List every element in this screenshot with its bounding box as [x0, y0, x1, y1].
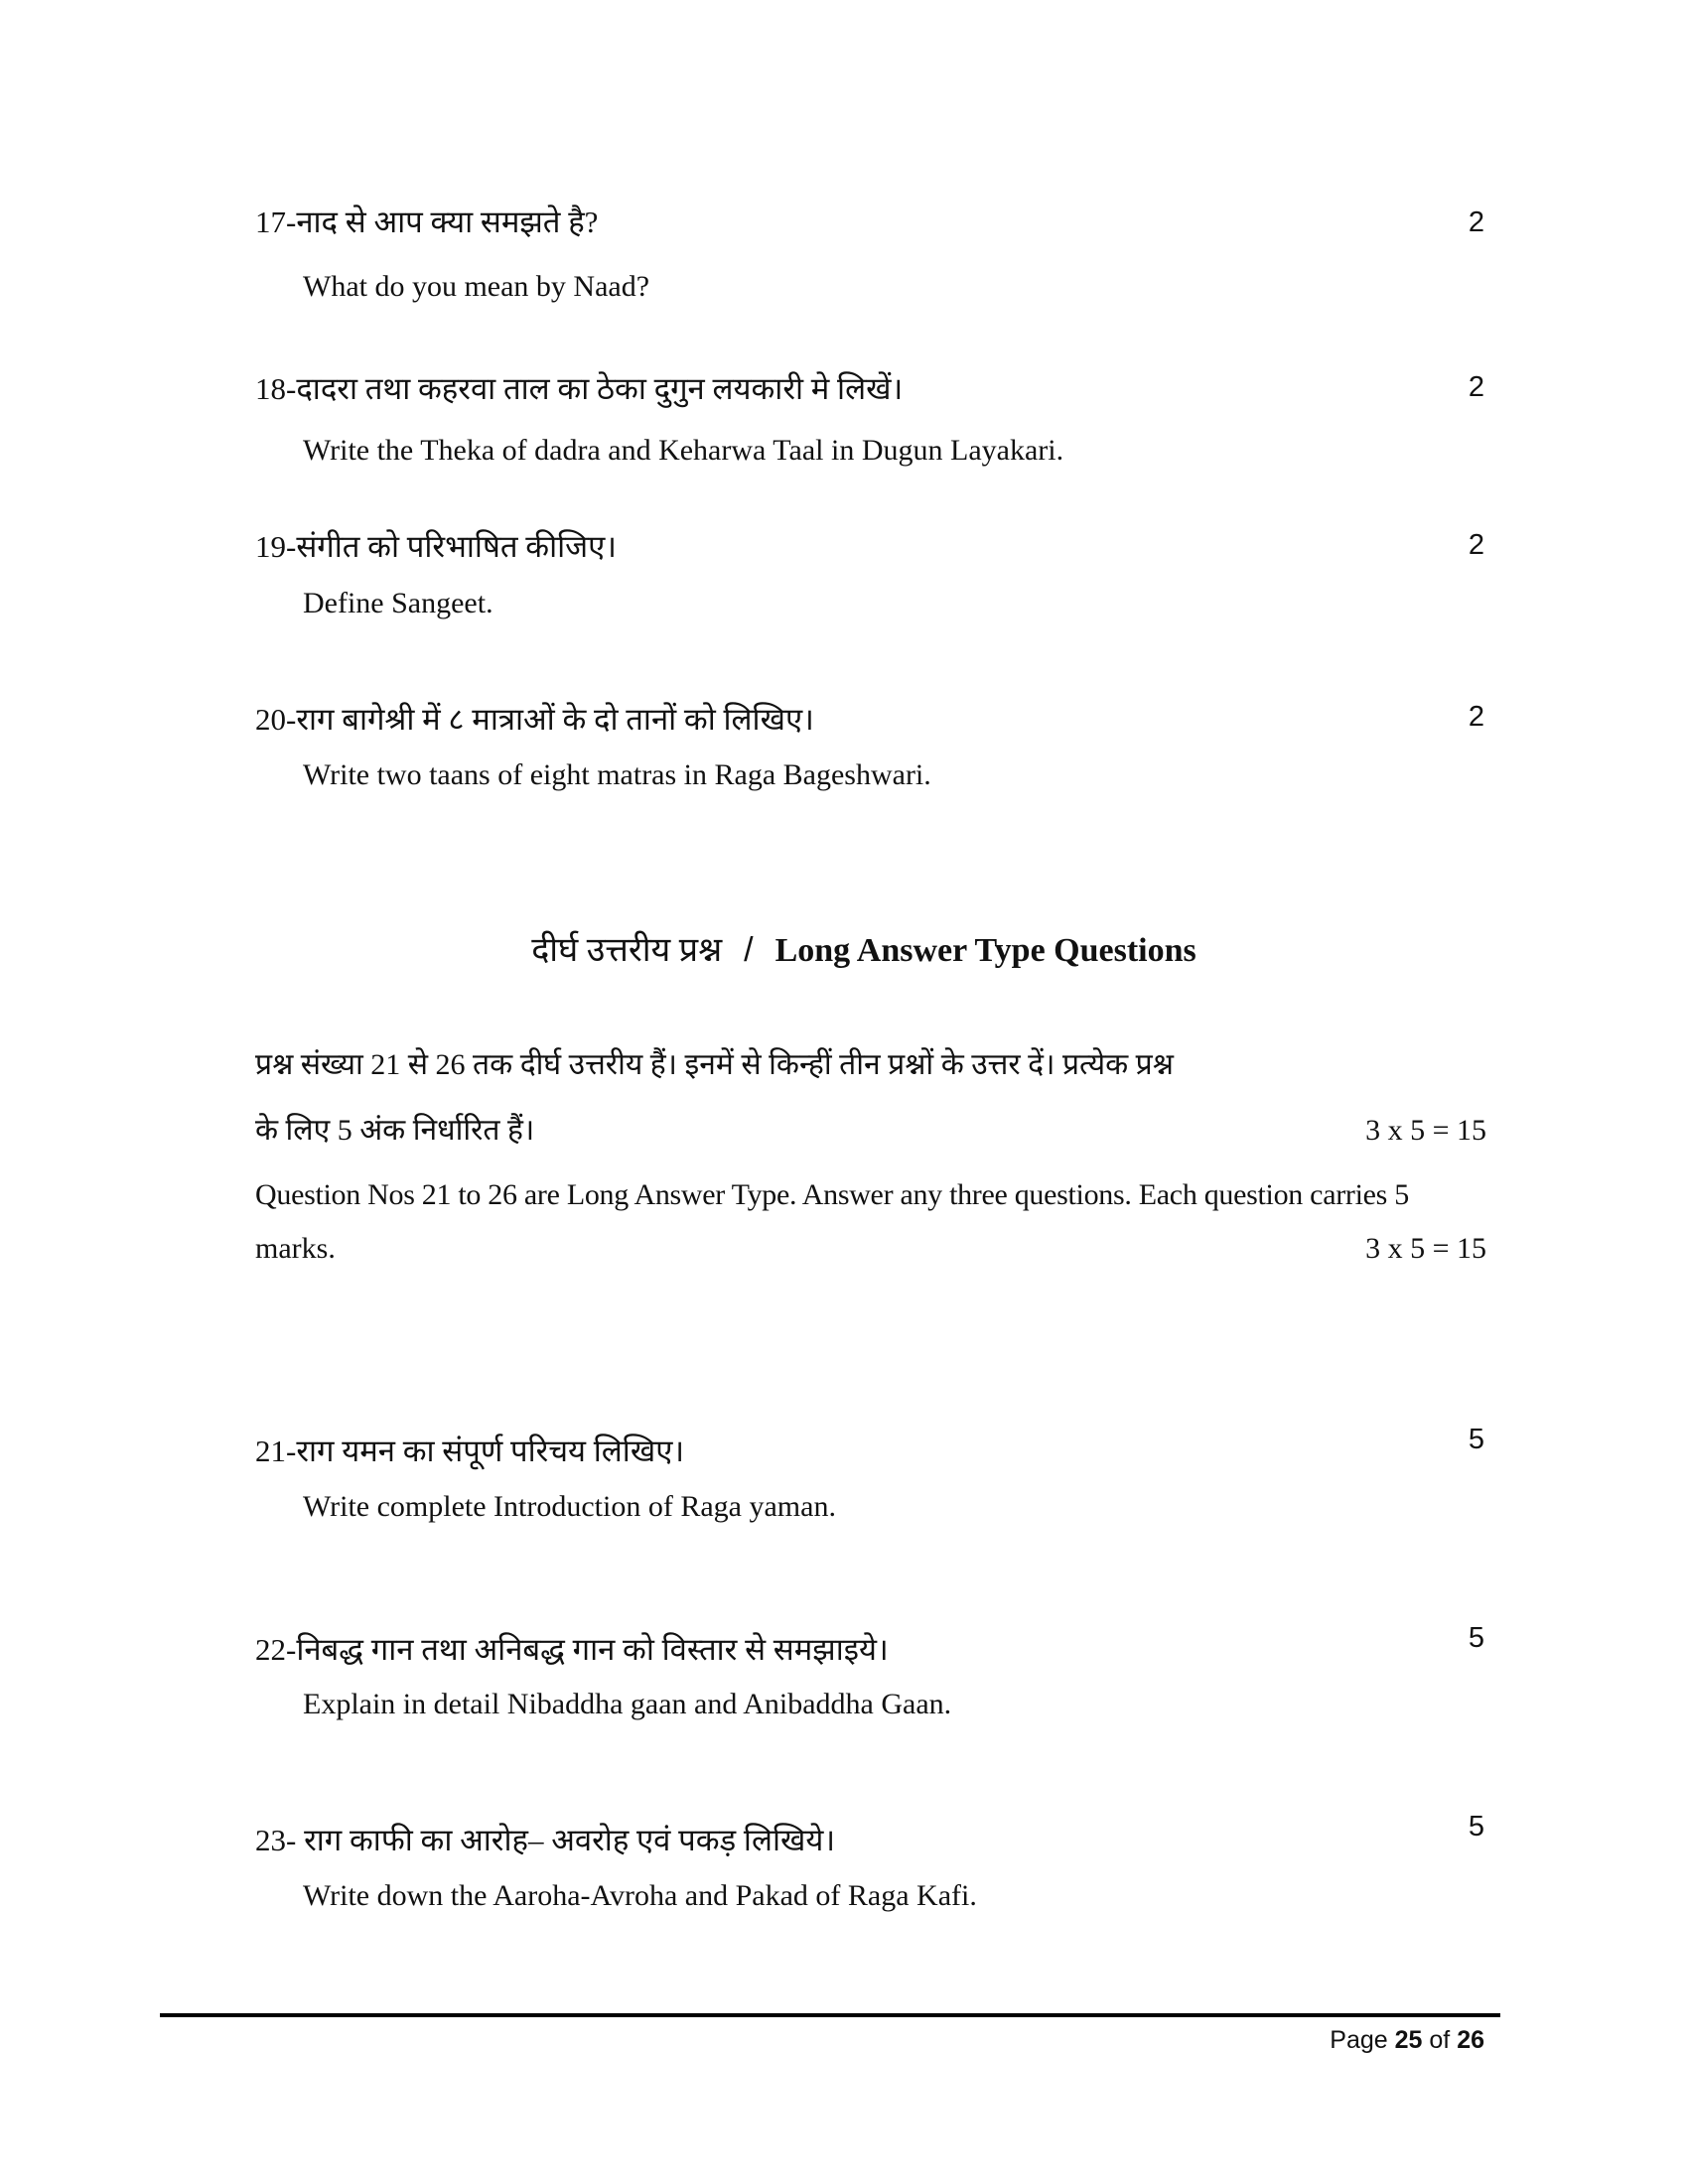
question-17-hindi	[255, 206, 598, 237]
question-number: 18-	[255, 371, 297, 406]
question-21-hindi	[255, 1435, 684, 1466]
question-17-english: What do you mean by Naad?	[303, 270, 650, 303]
question-18-hindi	[255, 373, 903, 404]
instructions-english-marks: 3 x 5 = 15	[1365, 1232, 1486, 1265]
section-heading-hindi: दीर्घ उत्तरीय प्रश्न	[531, 932, 723, 969]
question-number: 22-	[255, 1632, 297, 1667]
instructions-english-line2-row	[255, 1234, 1486, 1264]
question-19-hindi	[255, 531, 617, 562]
question-23-marks: 5	[1468, 1811, 1484, 1843]
question-22-marks: 5	[1468, 1622, 1484, 1654]
question-23-hindi	[255, 1825, 835, 1855]
instructions-english-line1: Question Nos 21 to 26 are Long Answer Type. Answer any three questions. Each question carries 5	[255, 1178, 1409, 1211]
question-22-hindi	[255, 1634, 889, 1665]
question-21-english: Write complete Introduction of Raga yaman.	[303, 1490, 836, 1523]
question-text-hindi: दादरा तथा कहरवा ताल का ठेका दुगुन लयकारी मे लिखें।	[296, 371, 904, 406]
question-number: 20-	[255, 702, 297, 737]
total-pages: 26	[1457, 2026, 1484, 2054]
question-23-english: Write down the Aaroha-Avroha and Pakad of Raga Kafi.	[303, 1879, 977, 1912]
page-number	[1330, 2026, 1484, 2055]
instructions-english-line2: marks.	[255, 1232, 336, 1265]
section-heading	[0, 933, 1688, 968]
footer-divider	[160, 2013, 1500, 2017]
question-20-hindi	[255, 704, 814, 735]
question-number: 17-	[255, 205, 297, 239]
question-20-english: Write two taans of eight matras in Raga Bageshwari.	[303, 758, 931, 791]
instructions-hindi-line2: के लिए 5 अंक निर्धारित हैं।	[255, 1114, 535, 1147]
question-17-marks: 2	[1468, 206, 1484, 238]
question-text-hindi: निबद्ध गान तथा अनिबद्ध गान को विस्तार से समझाइये।	[296, 1632, 889, 1667]
section-heading-separator: /	[744, 931, 754, 969]
question-number: 23-	[255, 1823, 297, 1857]
current-page: 25	[1394, 2026, 1423, 2054]
question-20-marks: 2	[1468, 701, 1484, 733]
question-text-hindi: राग बागेश्री में ८ मात्राओं के दो तानों को लिखिए।	[296, 702, 814, 737]
question-text-hindi: संगीत को परिभाषित कीजिए।	[296, 529, 618, 564]
instructions-hindi-line2-row	[255, 1116, 1486, 1146]
question-19-marks: 2	[1468, 529, 1484, 561]
page-prefix: Page	[1330, 2026, 1388, 2054]
instructions-hindi-line1: प्रश्न संख्या 21 से 26 तक दीर्घ उत्तरीय हैं। इनमें से किन्हीं तीन प्रश्नों के उत्तर दें। प्रत्येक प्रश्न	[255, 1048, 1174, 1081]
question-number: 21-	[255, 1433, 297, 1468]
question-21-marks: 5	[1468, 1424, 1484, 1455]
question-number: 19-	[255, 529, 297, 564]
question-text-hindi: नाद से आप क्या समझते है?	[296, 205, 599, 239]
question-text-hindi: राग काफी का आरोह– अवरोह एवं पकड़ लिखिये।	[296, 1823, 836, 1857]
question-18-marks: 2	[1468, 371, 1484, 403]
of-label: of	[1429, 2026, 1451, 2054]
question-18-english: Write the Theka of dadra and Keharwa Taal in Dugun Layakari.	[303, 434, 1064, 467]
section-heading-english: Long Answer Type Questions	[774, 932, 1196, 969]
question-text-hindi: राग यमन का संपूर्ण परिचय लिखिए।	[296, 1433, 685, 1468]
question-22-english: Explain in detail Nibaddha gaan and Anibaddha Gaan.	[303, 1688, 952, 1720]
instructions-hindi-marks: 3 x 5 = 15	[1365, 1114, 1486, 1147]
question-19-english: Define Sangeet.	[303, 587, 493, 619]
